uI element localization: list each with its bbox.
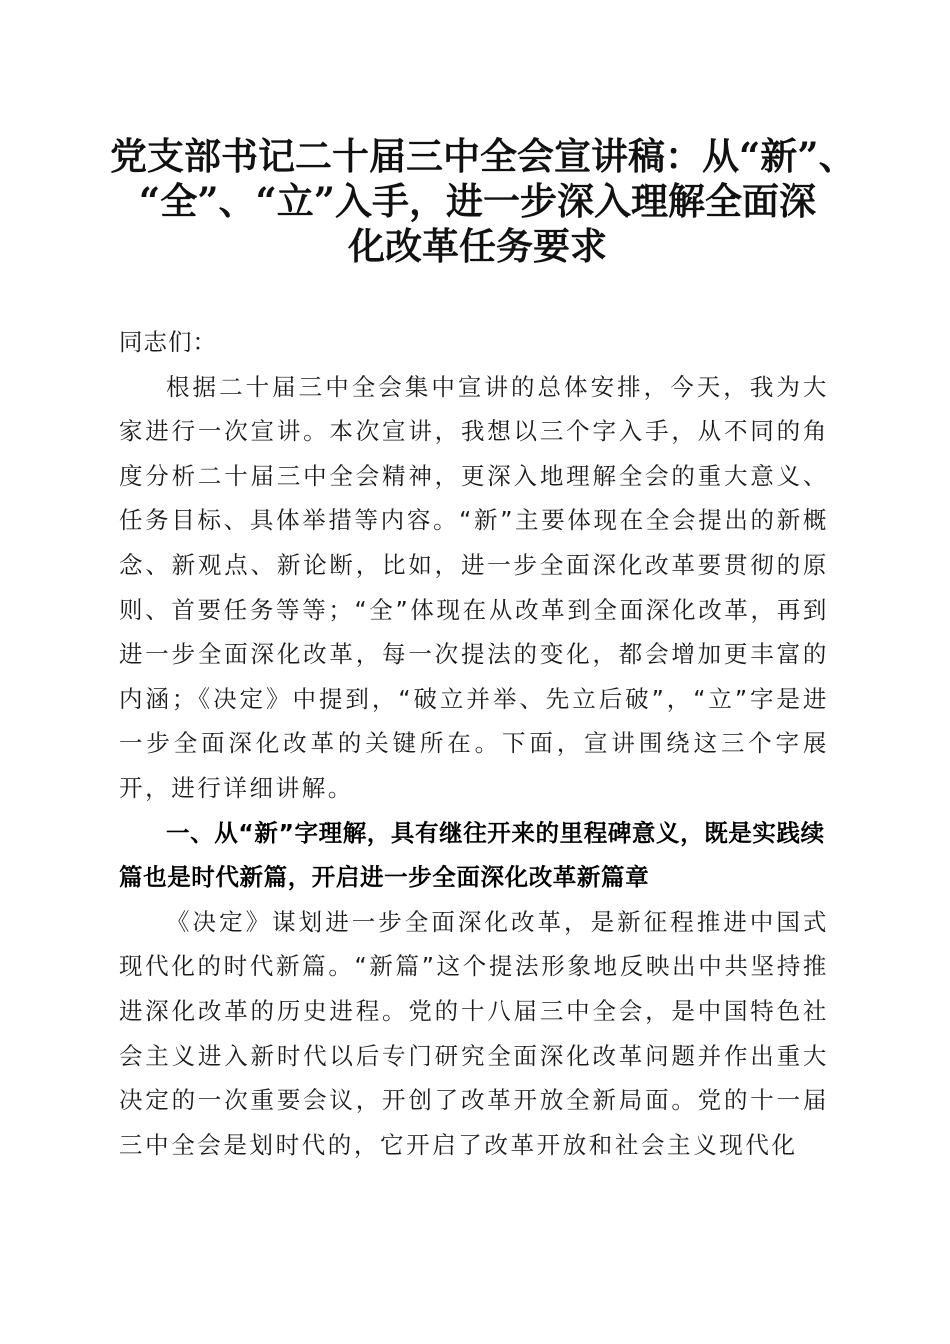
intro-paragraph: 根据二十届三中全会集中宣讲的总体安排，今天，我为大家进行一次宣讲。本次宣讲，我想以三个字入手，从不同的角度分析二十届三中全会精神，更深入地理解全会的重大意义、任务目标、具体举措等内容。“新”主要体现在全会提出的新概念、新观点、新论断，比如，进一步全面深化改革要贯彻的原则、首要任务等等；“全”体现在从改革到全面深化改革，再到进一步全面深化改革，每一次提法的变化，都会增加更丰富的内涵；《决定》中提到，“破立并举、先立后破”，“立”字是进一步全面深化改革的关键所在。下面，宣讲围绕这三个字展开，进行详细讲解。 — [119, 372, 829, 802]
document-title — [110, 134, 856, 269]
title-line-2: “全”、“立”入手，进一步深入理解全面深 — [138, 179, 817, 223]
title-line-3: 化改革任务要求 — [348, 224, 607, 268]
section-1-paragraph: 《决定》谋划进一步全面深化改革，是新征程推进中国式现代化的时代新篇。“新篇”这个提法形象地反映出中共坚持推进深化改革的历史进程。党的十八届三中全会，是中国特色社会主义进入新时代以后专门研究全面深化改革问题并作出重大决定的一次重要会议，开创了改革开放全新局面。党的十一届三中全会是划时代的，它开启了改革开放和社会主义现代化 — [119, 907, 829, 1159]
document-body — [119, 320, 829, 1167]
title-line-1: 党支部书记二十届三中全会宣讲稿：从“新”、 — [110, 134, 856, 178]
salutation: 同志们： — [119, 328, 217, 356]
section-1-heading: 一、从“新”字理解，具有继往开来的里程碑意义，既是实践续篇也是时代新篇，开启进一步全面深化改革新篇章 — [119, 818, 825, 892]
